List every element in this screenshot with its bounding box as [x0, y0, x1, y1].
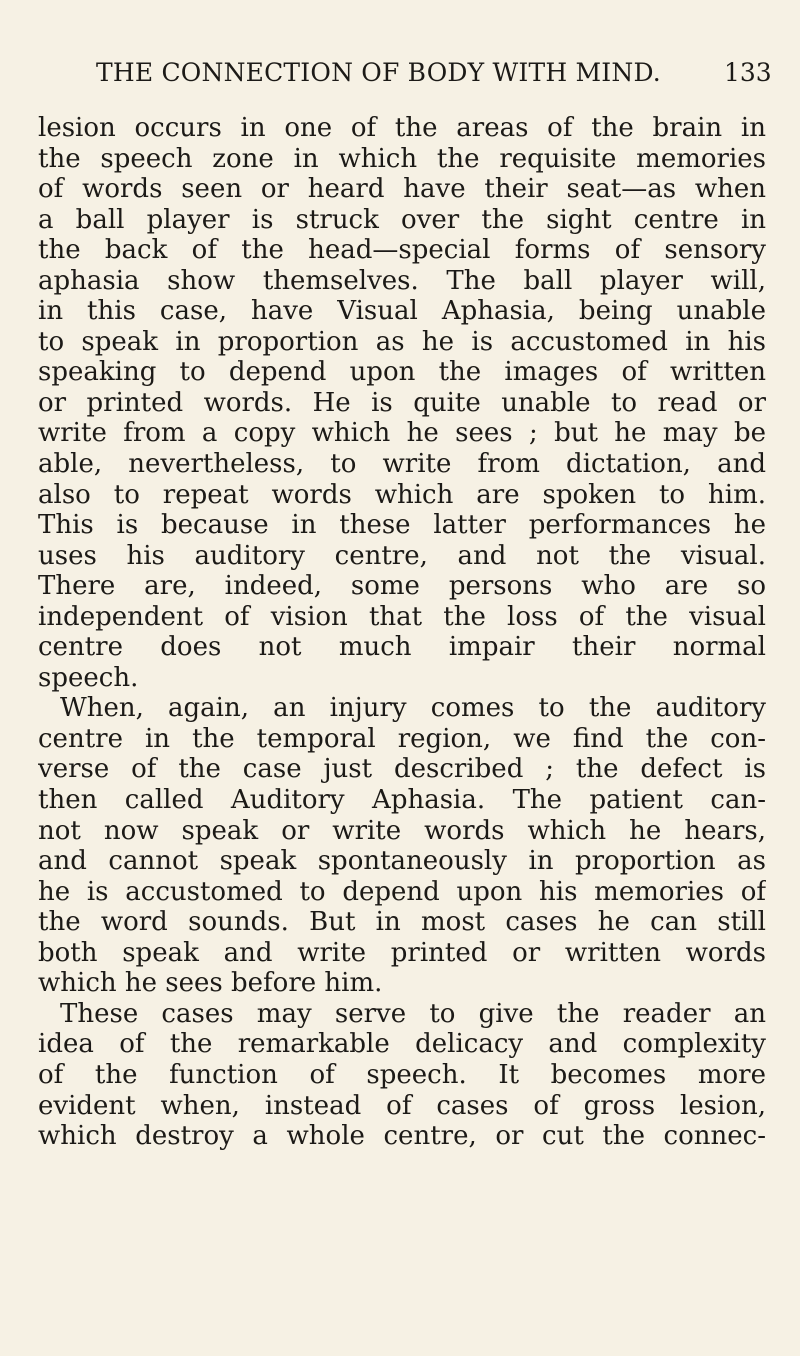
text-line: write from a copy which he sees ; but he may be — [38, 418, 766, 449]
paragraph-end-line: speech. — [38, 662, 139, 693]
text-line: not now speak or write words which he hears, — [38, 815, 766, 846]
text-line: also to repeat words which are spoken to him. — [38, 479, 766, 510]
text-line: uses his auditory centre, and not the visual. — [38, 540, 766, 571]
text-line: This is because in these latter performances he — [38, 510, 766, 541]
text-line: to speak in proportion as he is accustomed in his — [38, 326, 766, 357]
page-header-title: THE CONNECTION OF BODY WITH MIND. — [96, 58, 661, 87]
text-line: able, nevertheless, to write from dictation, and — [38, 449, 766, 480]
text-line: and cannot speak spontaneously in proportion as — [38, 846, 766, 877]
text-line: independent of vision that the loss of the visual — [38, 601, 766, 632]
text-line: There are, indeed, some persons who are so — [38, 571, 766, 602]
text-line: then called Auditory Aphasia. The patient can- — [38, 785, 766, 816]
text-line: both speak and write printed or written words — [38, 937, 766, 968]
text-line: centre does not much impair their normal — [38, 632, 766, 663]
text-line: aphasia show themselves. The ball player will, — [38, 265, 766, 296]
text-line: in this case, have Visual Aphasia, being unable — [38, 296, 766, 327]
text-line: he is accustomed to depend upon his memories of — [38, 876, 766, 907]
text-line: which destroy a whole centre, or cut the connec- — [38, 1121, 766, 1152]
text-line: lesion occurs in one of the areas of the brain in — [38, 113, 766, 143]
text-line: evident when, instead of cases of gross lesion, — [38, 1090, 766, 1121]
body-text — [38, 113, 766, 1152]
paragraph-end-line: which he sees before him. — [38, 968, 383, 999]
paragraph-start-line: When, again, an injury comes to the auditory — [60, 693, 766, 724]
text-line: the word sounds. But in most cases he can still — [38, 907, 766, 938]
text-line: or printed words. He is quite unable to read or — [38, 387, 766, 418]
text-line: of the function of speech. It becomes more — [38, 1059, 766, 1090]
text-line: verse of the case just described ; the defect is — [38, 754, 766, 785]
paragraph-start-line: These cases may serve to give the reader an — [60, 998, 766, 1029]
running-head — [0, 58, 800, 98]
text-line: centre in the temporal region, we find the con- — [38, 723, 766, 754]
text-line: the back of the head—special forms of sensory — [38, 235, 766, 266]
page-number: 133 — [724, 58, 772, 87]
text-line: the speech zone in which the requisite memories — [38, 143, 766, 174]
text-line: a ball player is struck over the sight centre in — [38, 204, 766, 235]
text-line: of words seen or heard have their seat—as when — [38, 174, 766, 205]
text-line: idea of the remarkable delicacy and complexity — [38, 1029, 766, 1060]
text-line: speaking to depend upon the images of written — [38, 357, 766, 388]
